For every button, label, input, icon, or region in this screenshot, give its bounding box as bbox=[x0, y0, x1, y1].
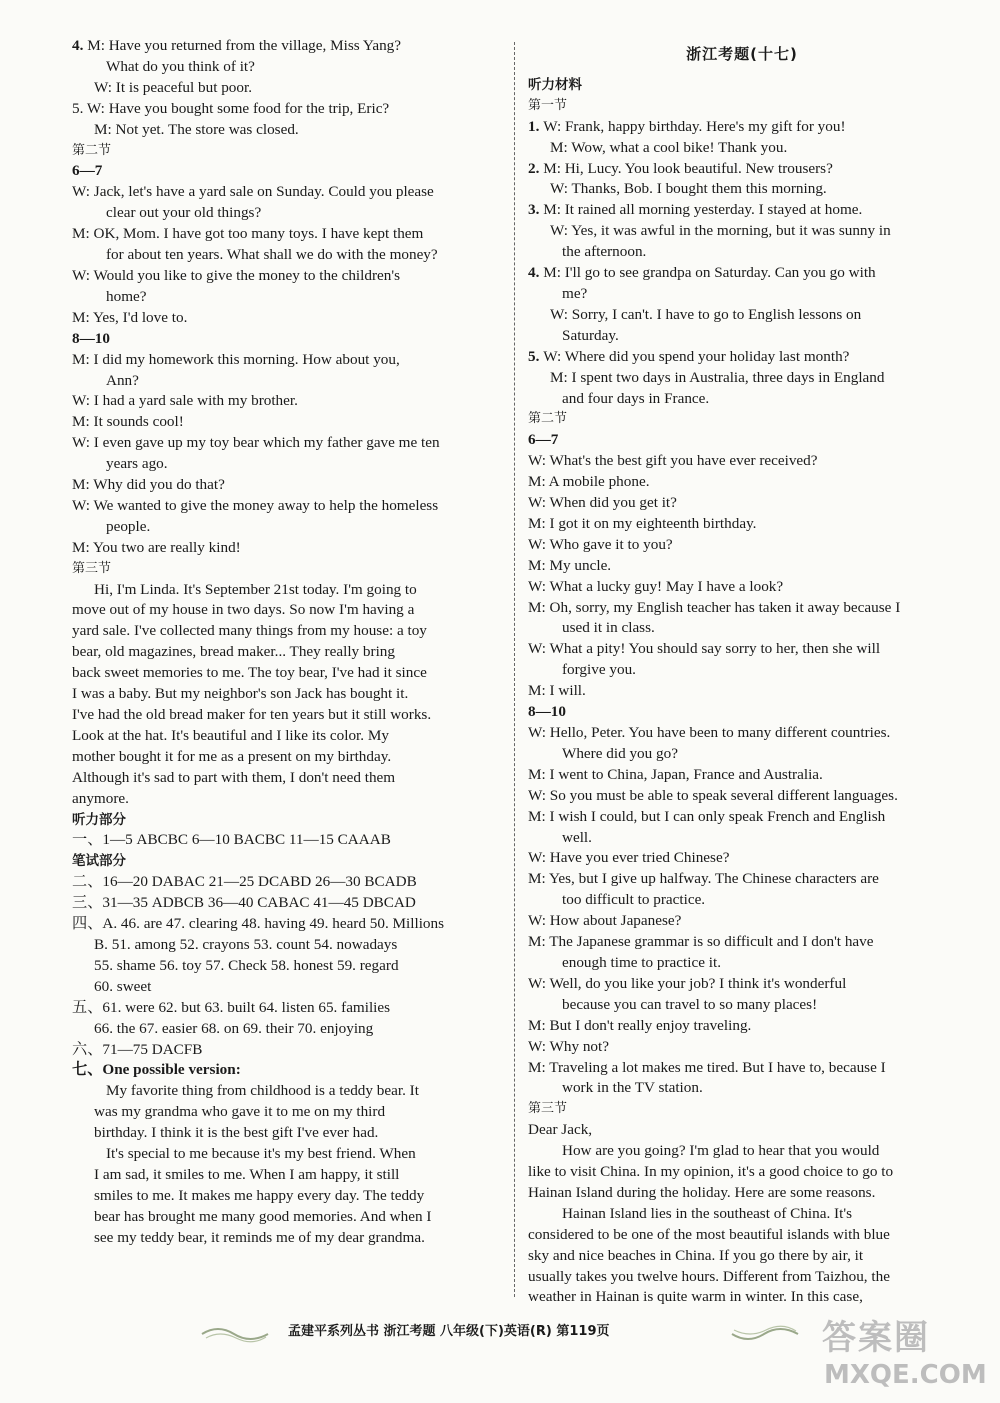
footer-left-ornament bbox=[200, 1324, 270, 1344]
text-line: W: Jack, let's have a yard sale on Sunday. Could you please bbox=[72, 183, 434, 201]
text-line: M: Wow, what a cool bike! Thank you. bbox=[550, 138, 788, 156]
text-line: W: We wanted to give the money away to help the homeless bbox=[72, 496, 439, 514]
text-line: 第三节 bbox=[528, 1101, 568, 1117]
text-line: bear has brought me many good memories. And when I bbox=[94, 1207, 432, 1225]
right-column bbox=[528, 36, 956, 1308]
text-line: yard sale. I've collected many things from my house: a toy bbox=[72, 622, 427, 640]
text-line: Where did you go? bbox=[562, 744, 678, 762]
item-number: 1. bbox=[528, 117, 544, 135]
text-line: W: When did you get it? bbox=[528, 494, 677, 512]
text-line: Hi, I'm Linda. It's September 21st today. I'm going to bbox=[94, 580, 417, 598]
text-line: W: Yes, it was awful in the morning, but it was sunny in bbox=[550, 222, 891, 240]
text-line: My favorite thing from childhood is a teddy bear. It bbox=[106, 1082, 419, 1100]
text-line: bear, old magazines, bread maker... They really bring bbox=[72, 643, 395, 661]
text-line: 8—10 bbox=[528, 703, 566, 721]
text-line: M: Why did you do that? bbox=[72, 476, 225, 494]
text-line: people. bbox=[106, 517, 151, 535]
text-line: me? bbox=[562, 284, 588, 302]
text-line: 五、61. were 62. but 63. built 64. listen 65. families bbox=[72, 998, 391, 1016]
text-line: Hainan Island lies in the southeast of China. It's bbox=[562, 1204, 852, 1222]
text-line: Look at the hat. It's beautiful and I like its color. My bbox=[72, 726, 389, 744]
text-line bbox=[72, 36, 500, 57]
left-column bbox=[72, 36, 500, 1249]
item-number: 4. bbox=[72, 37, 88, 54]
text-line: was my grandma who gave it to me on my third bbox=[94, 1103, 386, 1121]
text-line: home? bbox=[106, 287, 147, 305]
text-line: M: I wish I could, but I can only speak French and English bbox=[528, 807, 886, 825]
text-line: anymore. bbox=[72, 789, 129, 807]
watermark-line1: 答案圈 bbox=[822, 1318, 930, 1358]
footer-right-ornament bbox=[730, 1324, 800, 1344]
text-line: W: Sorry, I can't. I have to go to English lessons on bbox=[550, 305, 862, 323]
text-line: clear out your old things? bbox=[106, 204, 262, 222]
text-line: the afternoon. bbox=[562, 243, 647, 261]
item-text: M: Hi, Lucy. You look beautiful. New trousers? bbox=[543, 159, 833, 177]
text-line: 四、A. 46. are 47. clearing 48. having 49. heard 50. Millions bbox=[72, 915, 445, 933]
text-line: M: My uncle. bbox=[528, 556, 612, 574]
text-line: M: Yes, I'd love to. bbox=[72, 308, 188, 326]
text-line: because you can travel to so many places! bbox=[562, 995, 818, 1013]
text-line: weather in Hainan is quite warm in winter. In this case, bbox=[528, 1288, 863, 1306]
text-line: 听力部分 bbox=[72, 811, 126, 828]
item-text: W: Frank, happy birthday. Here's my gift for you! bbox=[543, 117, 846, 135]
text-line: W: Thanks, Bob. I bought them this morning. bbox=[550, 180, 827, 198]
text-line bbox=[528, 117, 956, 138]
text-line: 6—7 bbox=[72, 162, 103, 180]
text-line: 三、31—35 ADBCB 36—40 CABAC 41—45 DBCAD bbox=[72, 894, 416, 912]
right-column-body bbox=[528, 75, 956, 1308]
section-title: 浙江考题(十七) bbox=[686, 45, 798, 63]
text-line: for about ten years. What shall we do with the money? bbox=[106, 246, 438, 264]
item-number: 5. bbox=[528, 347, 544, 365]
item-text: M: Have you returned from the village, Miss Yang? bbox=[87, 37, 402, 54]
text-line: M: The Japanese grammar is so difficult and I don't have bbox=[528, 933, 874, 951]
text-line: W: What a pity! You should say sorry to her, then she will bbox=[528, 640, 881, 658]
text-line: M: Oh, sorry, my English teacher has taken it away because I bbox=[528, 598, 901, 616]
text-line: W: Hello, Peter. You have been to many different countries. bbox=[528, 724, 891, 741]
text-line: smiles to me. It makes me happy every day. The teddy bbox=[94, 1186, 425, 1204]
text-line: W: Have you ever tried Chinese? bbox=[528, 849, 730, 867]
watermark-line2: MXQE.COM bbox=[824, 1360, 987, 1390]
text-line: M: I went to China, Japan, France and Australia. bbox=[528, 765, 823, 783]
text-line: Hainan Island during the holiday. Here are some reasons. bbox=[528, 1183, 876, 1201]
text-line: Saturday. bbox=[562, 326, 619, 344]
text-line: Dear Jack, bbox=[528, 1121, 593, 1139]
text-line: How are you going? I'm glad to hear that you would bbox=[562, 1142, 880, 1160]
text-line: M: But I don't really enjoy traveling. bbox=[528, 1016, 752, 1034]
text-line: 六、71—75 DACFB bbox=[72, 1040, 203, 1058]
text-line: I was a baby. But my neighbor's son Jack has bought it. bbox=[72, 685, 409, 703]
text-line: What do you think of it? bbox=[106, 57, 255, 75]
text-line: M: A mobile phone. bbox=[528, 473, 650, 491]
text-line: and four days in France. bbox=[562, 389, 710, 407]
text-line: 66. the 67. easier 68. on 69. their 70. enjoying bbox=[94, 1019, 374, 1037]
text-line: like to visit China. In my opinion, it's a good choice to go to bbox=[528, 1163, 894, 1181]
text-line: M: I got it on my eighteenth birthday. bbox=[528, 514, 757, 532]
text-line: M: Traveling a lot makes me tired. But I have to, because I bbox=[528, 1058, 886, 1076]
text-line: W: What's the best gift you have ever received? bbox=[528, 452, 818, 470]
text-line: used it in class. bbox=[562, 619, 655, 637]
text-line: mother bought it for me as a present on my birthday. bbox=[72, 747, 392, 765]
text-line: I am sad, it smiles to me. When I am happy, it still bbox=[94, 1165, 400, 1183]
text-line: M: Yes, but I give up halfway. The Chinese characters are bbox=[528, 870, 879, 888]
text-line: considered to be one of the most beautiful islands with blue bbox=[528, 1225, 890, 1243]
text-line: see my teddy bear, it reminds me of my dear grandma. bbox=[94, 1228, 425, 1246]
text-line: M: Not yet. The store was closed. bbox=[94, 120, 299, 138]
text-line: 8—10 bbox=[72, 329, 110, 347]
text-line: enough time to practice it. bbox=[562, 953, 721, 971]
watermark bbox=[812, 1308, 987, 1398]
text-line bbox=[528, 263, 956, 284]
text-line: years ago. bbox=[106, 455, 168, 473]
text-line: birthday. I think it is the best gift I've ever had. bbox=[94, 1124, 379, 1142]
text-line: W: It is peaceful but poor. bbox=[94, 78, 253, 96]
text-line: 听力材料 bbox=[528, 76, 582, 93]
text-line: 第三节 bbox=[72, 560, 112, 576]
item-number: 3. bbox=[528, 201, 544, 219]
text-line bbox=[528, 200, 956, 221]
text-line: W: How about Japanese? bbox=[528, 912, 682, 930]
text-line: W: I even gave up my toy bear which my father gave me ten bbox=[72, 434, 440, 452]
text-line: W: So you must be able to speak several different languages. bbox=[528, 786, 898, 804]
text-line: 七、One possible version: bbox=[72, 1061, 241, 1079]
text-line: W: What a lucky guy! May I have a look? bbox=[528, 577, 784, 595]
item-text: M: It rained all morning yesterday. I stayed at home. bbox=[543, 201, 863, 219]
text-line: M: It sounds cool! bbox=[72, 413, 184, 431]
text-line bbox=[528, 347, 956, 368]
text-line: 55. shame 56. toy 57. Check 58. honest 59. regard bbox=[94, 956, 399, 974]
text-line: usually takes you twelve hours. Different from Taizhou, the bbox=[528, 1267, 890, 1285]
text-line: Although it's sad to part with them, I don't need them bbox=[72, 768, 396, 786]
item-text: W: Where did you spend your holiday last month? bbox=[543, 347, 850, 365]
text-line: I've had the old bread maker for ten years but it still works. bbox=[72, 706, 432, 723]
item-text: M: I'll go to see grandpa on Saturday. Can you go with bbox=[543, 264, 876, 282]
text-line: M: I will. bbox=[528, 682, 586, 700]
text-line: 第一节 bbox=[528, 97, 568, 113]
text-line: W: Who gave it to you? bbox=[528, 535, 673, 553]
text-line: M: I did my homework this morning. How about you, bbox=[72, 350, 400, 368]
text-line: M: OK, Mom. I have got too many toys. I have kept them bbox=[72, 225, 424, 243]
text-line: too difficult to practice. bbox=[562, 891, 706, 909]
text-line: 60. sweet bbox=[94, 977, 152, 995]
item-number: 2. bbox=[528, 159, 544, 177]
text-line: sky and nice beaches in China. If you go there by air, it bbox=[528, 1246, 864, 1264]
text-line: M: You two are really kind! bbox=[72, 538, 241, 556]
text-line: 笔试部分 bbox=[72, 853, 126, 870]
text-line bbox=[528, 159, 956, 180]
text-line: work in the TV station. bbox=[562, 1079, 703, 1097]
text-line: 6—7 bbox=[528, 431, 559, 449]
text-line: 一、1—5 ABCBC 6—10 BACBC 11—15 CAAAB bbox=[72, 831, 391, 849]
column-divider bbox=[514, 42, 515, 1297]
text-line: Ann? bbox=[106, 371, 139, 389]
text-line: 第二节 bbox=[528, 411, 568, 427]
text-line: W: Would you like to give the money to the children's bbox=[72, 266, 400, 284]
page-footer bbox=[200, 1318, 800, 1346]
footer-text: 孟建平系列丛书 浙江考题 八年级(下)英语(R) 第119页 bbox=[288, 1324, 610, 1339]
text-line: 二、16—20 DABAC 21—25 DCABD 26—30 BCADB bbox=[72, 873, 417, 891]
text-line: M: I spent two days in Australia, three days in England bbox=[550, 368, 885, 386]
text-line: W: Well, do you like your job? I think it's wonderful bbox=[528, 974, 847, 992]
text-line: back sweet memories to me. The toy bear, I've had it since bbox=[72, 664, 427, 682]
text-line: W: I had a yard sale with my brother. bbox=[72, 392, 298, 410]
text-line: 第二节 bbox=[72, 142, 112, 158]
text-line: well. bbox=[562, 828, 592, 846]
text-line: 5. W: Have you bought some food for the trip, Eric? bbox=[72, 99, 390, 117]
item-number: 4. bbox=[528, 264, 544, 282]
text-line: B. 51. among 52. crayons 53. count 54. nowadays bbox=[94, 935, 398, 953]
text-line: forgive you. bbox=[562, 661, 636, 679]
text-line: It's special to me because it's my best friend. When bbox=[106, 1145, 416, 1163]
text-line: move out of my house in two days. So now I'm having a bbox=[72, 601, 415, 619]
text-line: W: Why not? bbox=[528, 1037, 609, 1055]
